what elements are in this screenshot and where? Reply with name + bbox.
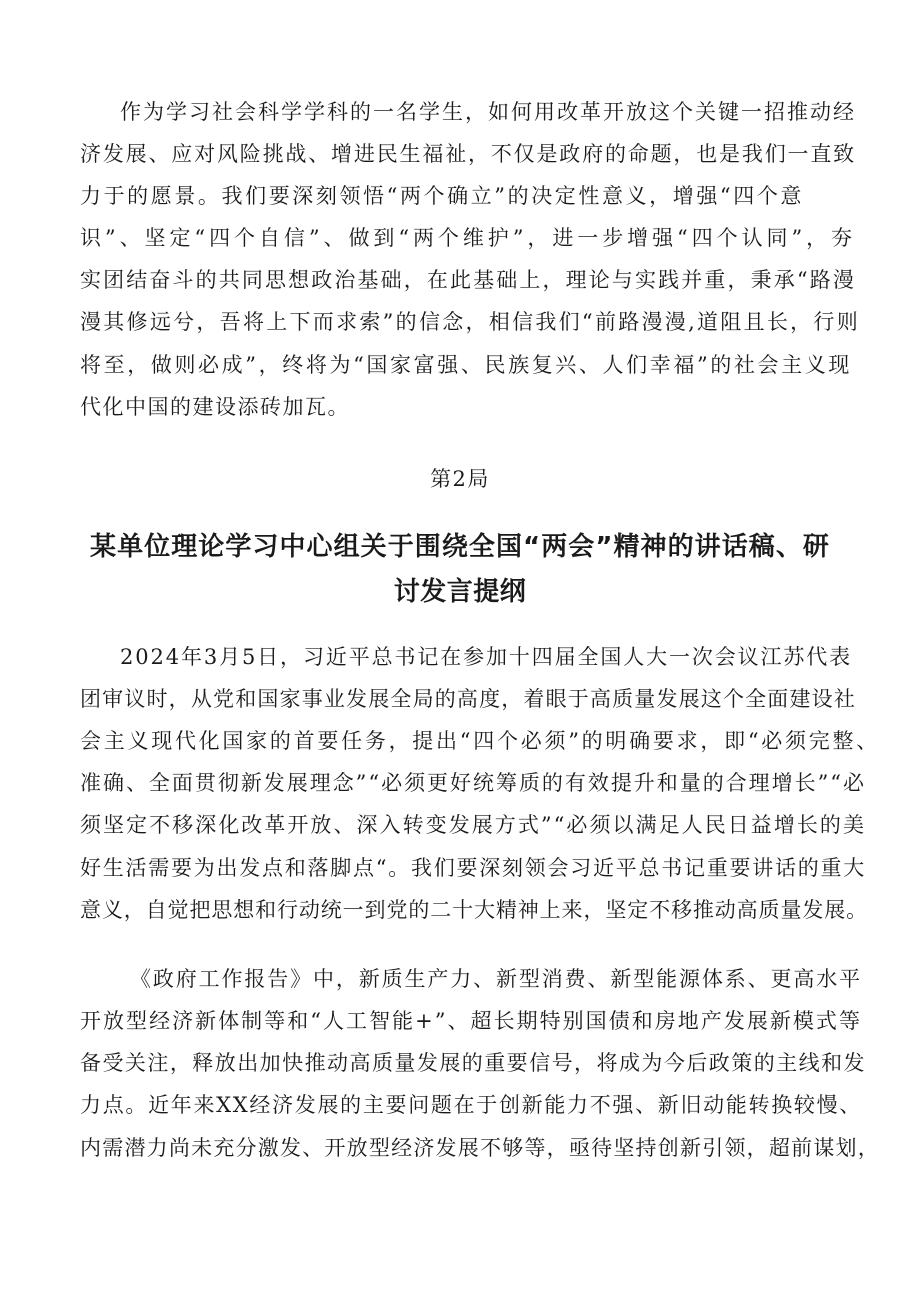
paragraph-line: 开放型经济新体制等和“人工智能+”、超长期特别国债和房地产发展新模式等 bbox=[80, 1009, 862, 1033]
paragraph-line: 须坚定不移深化改革开放、深入转变发展方式”“必须以满足人民日益增长的美 bbox=[80, 813, 866, 837]
paragraph-line: 代化中国的建设添砖加瓦。 bbox=[80, 395, 350, 419]
paragraph-line: 《政府工作报告》中，新质生产力、新型消费、新型能源体系、更高水平 bbox=[130, 967, 862, 991]
paragraph-line: 作为学习社会科学学科的一名学生，如何用改革开放这个关键一招推动经 bbox=[120, 100, 856, 124]
paragraph-line: 实团结奋斗的共同思想政治基础，在此基础上，理论与实践并重，秉承“路漫 bbox=[80, 268, 856, 292]
paragraph-line: 将至，做则必成”，终将为“国家富强、民族复兴、人们幸福”的社会主义现 bbox=[80, 353, 852, 377]
paragraph-line: 识”、坚定“四个自信”、做到“两个维护”，进一步增强“四个认同”，夯 bbox=[80, 226, 856, 250]
paragraph-line: 好生活需要为出发点和落脚点“。我们要深刻领会习近平总书记重要讲话的重大 bbox=[80, 856, 866, 880]
paragraph-line: 力点。近年来XX经济发展的主要问题在于创新能力不强、新旧动能转换较慢、 bbox=[80, 1093, 862, 1117]
section-title-line: 某单位理论学习中心组关于围绕全国“两会”精神的讲话稿、研 bbox=[90, 532, 830, 562]
paragraph-line: 2024年3月5日，习近平总书记在参加十四届全国人大一次会议江苏代表 bbox=[120, 645, 852, 669]
paragraph-line: 备受关注，释放出加快推动高质量发展的重要信号，将成为今后政策的主线和发 bbox=[80, 1051, 866, 1075]
paragraph-line: 内需潜力尚未充分激发、开放型经济发展不够等，亟待坚持创新引领，超前谋划， bbox=[80, 1136, 880, 1160]
section-label: 第2局 bbox=[430, 467, 490, 491]
paragraph-line: 会主义现代化国家的首要任务，提出“四个必须”的明确要求，即“必须完整、 bbox=[80, 729, 880, 753]
paragraph-line: 济发展、应对风险挑战、增进民生福祉，不仅是政府的命题，也是我们一直致 bbox=[80, 142, 856, 166]
paragraph-line: 准确、全面贯彻新发展理念”“必须更好统筹质的有效提升和量的合理增长”“必 bbox=[80, 771, 866, 795]
paragraph-line: 团审议时，从党和国家事业发展全局的高度，着眼于高质量发展这个全面建设社 bbox=[80, 687, 856, 711]
paragraph-line: 漫其修远兮，吾将上下而求索”的信念，相信我们“前路漫漫,道阻且长，行则 bbox=[80, 310, 860, 334]
section-title-line: 讨发言提纲 bbox=[393, 577, 527, 607]
paragraph-line: 意义，自觉把思想和行动统一到党的二十大精神上来，坚定不移推动高质量发展。 bbox=[80, 898, 868, 922]
paragraph-line: 力于的愿景。我们要深刻领悟“两个确立”的决定性意义，增强“四个意 bbox=[80, 184, 804, 208]
